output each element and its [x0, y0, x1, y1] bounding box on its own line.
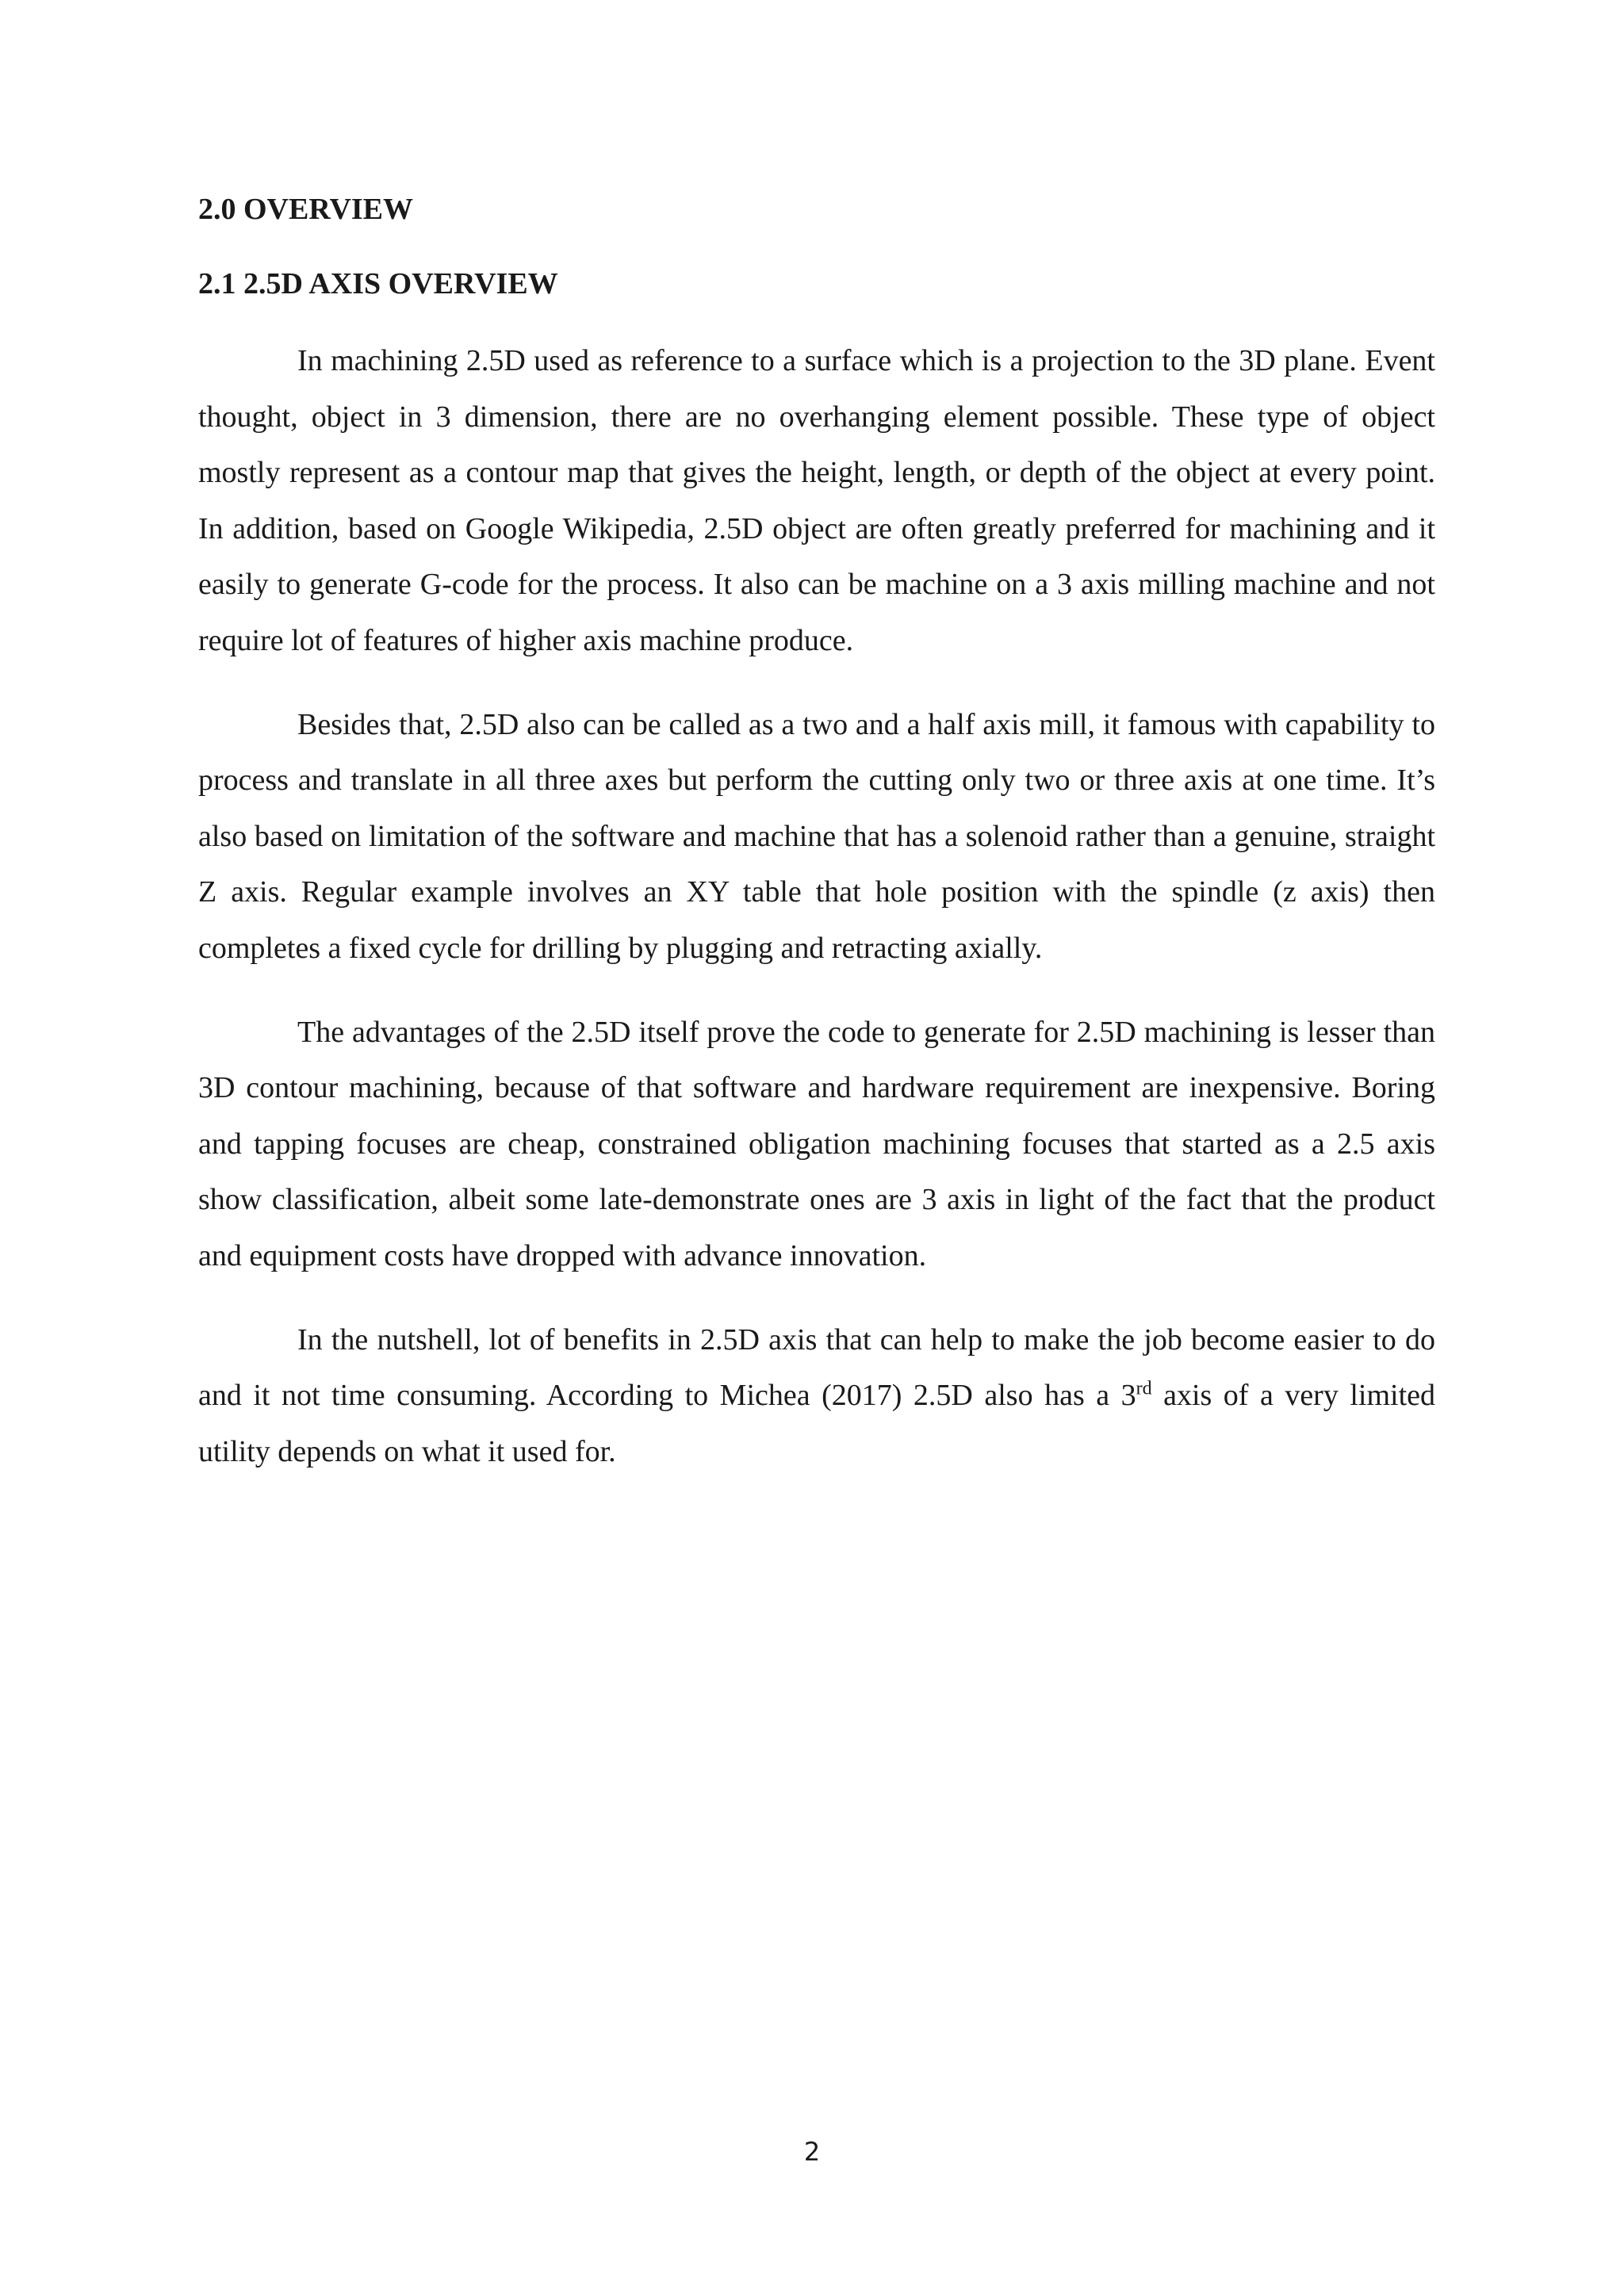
section-heading: 2.0 OVERVIEW — [198, 193, 414, 226]
ordinal-superscript: rd — [1136, 1378, 1152, 1399]
paragraph-2: Besides that, 2.5D also can be called as a two and a half axis mill, it famous with capability to process and translate in all three axes but perform the cutting only two or three axis at one time. It’s also based on limitation of the software and machine that has a solenoid rather than a genuine, straight Z axis. Regular example involves an XY table that hole position with the spindle (z axis) then completes a fixed cycle for drilling by plugging and retracting axially. — [198, 707, 1435, 965]
paragraph-1: In machining 2.5D used as reference to a surface which is a projection to the 3D plane. Event thought, object in 3 dimension, there are no overhanging element possible. These type of object mostly represent as a contour map that gives the height, length, or depth of the object at every point. In addition, based on Google Wikipedia, 2.5D object are often greatly preferred for machining and it easily to generate G-code for the process. It also can be machine on a 3 axis milling machine and not require lot of features of higher axis machine produce. — [198, 344, 1435, 657]
page-content — [198, 190, 1435, 1507]
paragraph-4-text-end: axis of a very limited utility depends on what it used for. — [198, 1379, 1435, 1468]
paragraph-3: The advantages of the 2.5D itself prove the code to generate for 2.5D machining is lesser than 3D contour machining, because of that software and hardware requirement are inexpensive. Boring and tapping focuses are cheap, constrained obligation machining focuses that started as a 2.5 axis show classification, albeit some late-demonstrate ones are 3 axis in light of the fact that the product and equipment costs have dropped with advance innovation. — [198, 1015, 1435, 1272]
paragraph-4 — [198, 1312, 1435, 1480]
page-number: 2 — [803, 2137, 821, 2167]
subsection-heading: 2.1 2.5D AXIS OVERVIEW — [198, 267, 558, 300]
paragraph-4-text-start: In the nutshell, lot of benefits in 2.5D axis that can help to make the job become easier to do and it not time consuming. According to Michea (2017) 2.5D also has a 3 — [198, 1322, 1435, 1413]
